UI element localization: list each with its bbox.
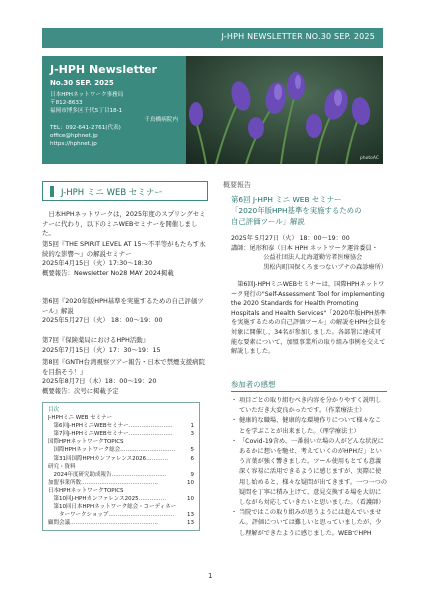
newsletter-title: J-HPH Newsletter (50, 63, 157, 76)
impressions-list (231, 396, 387, 539)
report-title (231, 194, 386, 227)
report-lecturer-2: 公益社団法人北海道勤労者医療協会 (263, 254, 363, 262)
toc-item[interactable]: 2024年度研究助成報告………………………… 9 (48, 471, 194, 478)
newsletter-topbar (42, 28, 383, 48)
section-banner (42, 181, 208, 201)
office-name: 日本HPHネットワーク事務局 (50, 92, 124, 98)
office-address: 福岡市博多区千代5丁目18-1 (50, 108, 123, 115)
left-intro (42, 210, 208, 239)
page-number: 1 (208, 572, 213, 580)
postal-code: 〒812-8633 (50, 100, 83, 107)
toc-item[interactable]: 国際HPHネットワークTOPICS (48, 439, 124, 446)
seminar-5 (42, 240, 208, 278)
toc-item[interactable]: J-HPHミニ WEB セミナー (48, 415, 113, 422)
report-lecturer: 講師：尾形和泰（日本 HPH ネットワーク運営委員・ (231, 244, 378, 252)
list-item: ・ 「Covid-19含め、一番弱い立場の人がどんな状況にあるかに想いを馳せ、考えていくのがHPHだ」という言葉が強く響きました。ツール使用もとても意義深く容易に活用できるように感じますが、実際に使用し始めると、様々な疑問が出てきます。一つ一つの疑問を丁寧に積み上げて、意見交換する場を大切にしながら対応していきたいと思いました。（看護師） (231, 437, 388, 507)
seminar-8 (42, 358, 208, 396)
seminar-7-date: 2025年7月15日（火）17：30～19：15 (42, 345, 161, 354)
seminar-5-note: 概要報告：Newsletter No28 MAY 2024掲載 (42, 268, 174, 277)
crocus-illustration (186, 56, 383, 164)
intro-text: 日本HPHネットワークは，2025年度のスプリングセミナーに代わり，以下のミニWEBセミナーを開催しました。 (42, 210, 206, 237)
office-address-2: 千鳥橋病院内 (144, 116, 178, 123)
list-item: ・ 項目ごとの取り組むべき内容を分かりやすく説明していただき大変良かったです。（作業療法士） (231, 397, 382, 415)
topbar-text: J-HPH NEWSLETTER NO.30 SEP. 2025 (221, 32, 375, 41)
newsletter-issue: No.30 SEP. 2025 (50, 79, 114, 87)
report-body-text: 第6回J-HPHミニWEBセミナーは，国際HPHネットワーク発行の"Self-Assessment Tool for implementing the 2020 Standards for Health Promoting Hospitals and Health Services"「2020年版HPH基準を実施するための自己評価ツール」の解説をHPH会員を対象に開催し，34名が参加しました。各部署に達成可能な要素について，加盟事業所の取り組み事例を交えて解説しました。 (231, 281, 387, 356)
toc-item[interactable]: 第10回日本HPHネットワーク総会・コーディネー (48, 504, 177, 511)
report-title-line-2: 「2020年版HPH基準を実施するための (231, 206, 362, 215)
seminar-6-title: 第6回『2020年版HPH基準を実施するための自己評価ツール』解説 (42, 297, 204, 315)
list-item: ・ 当院ではこの取り組みが思うようには進んでいません。評価については難しいと思っていましたが、少し理解ができたように感じました。WEBでHPH (231, 509, 382, 537)
section-title: J-HPH ミニ WEB セミナー (61, 188, 163, 198)
toc-item[interactable]: ターワークショップ……………………………… 13 (48, 512, 194, 519)
toc-item[interactable]: 日本HPHネットワークTOPICS (48, 487, 124, 494)
photo-credit: photoAC (359, 156, 379, 161)
impressions-heading: 参加者の感想 (231, 379, 387, 392)
header-info-panel (42, 56, 186, 164)
toc-item[interactable]: 顧問会議………………………………………… 13 (48, 520, 194, 527)
report-lecturer-3: 黒松内町国保くろまつないブナの森診療所） (263, 263, 387, 271)
report-date: 2025年 5月27日（火） 18：00～19：00 (231, 235, 350, 242)
office-url[interactable]: https://hphnet.jp (50, 141, 97, 148)
seminar-8-date: 2025年8月7日（木）18：00～19：20 (42, 377, 157, 385)
seminar-5-title: 第5回『THE SPIRIT LEVEL AT 15～不平等がもたらす永続的な影響～』の解説セミナー (42, 240, 206, 258)
seminar-8-note: 概要報告：次号に掲載予定 (42, 386, 119, 395)
toc-title: 目次 (48, 407, 60, 413)
seminar-7 (42, 336, 208, 355)
flower-photo (186, 56, 383, 164)
banner-accent-bar (50, 186, 54, 197)
toc-item[interactable]: 第31回国際HPHカンファレンス2026………… 6 (48, 455, 194, 462)
newsletter-header (42, 56, 383, 164)
table-of-contents (42, 402, 200, 531)
toc-item[interactable]: 加盟事業所数…………………………………… 10 (48, 479, 194, 486)
office-tel: TEL：092-641-2761(代表) (50, 124, 121, 131)
report-body (231, 280, 387, 357)
seminar-5-date: 2025年4月15日（火）17:30～18:30 (42, 259, 153, 267)
toc-item[interactable]: 第7回J-HPHミニWEBセミナー…………………… 3 (48, 431, 194, 438)
toc-item[interactable]: 国際HPHネットワーク総会………………………… 5 (48, 447, 194, 454)
report-label: 概要報告 (223, 181, 251, 189)
seminar-8-title: 第8回『GNTH台湾視察ツアー報告・日本で禁煙支援病院を目指そう！』 (42, 358, 205, 376)
seminar-7-title: 第7回『保険薬局におけるHPH活動』 (42, 336, 149, 344)
report-title-line-3: 自己評価ツール」解説 (231, 217, 305, 226)
report-title-line-1: 第6回 J-HPH ミニ WEB セミナー (231, 195, 342, 204)
toc-item[interactable]: 研究・資料 (48, 463, 76, 470)
toc-item[interactable]: 第10回J-HPHカンファレンス2025…………… 10 (48, 496, 194, 503)
report-meta (231, 234, 387, 272)
list-item: ・ 健康的な職場、健康的な環境作りについて様々なことを学ぶことが出来ました。（理学療法士） (231, 417, 382, 435)
seminar-6 (42, 297, 208, 326)
seminar-6-date: 2025年5月27日（火） 18：00～19：00 (42, 316, 163, 324)
toc-item[interactable]: 第6回J-HPHミニWEBセミナー…………………… 1 (48, 423, 194, 430)
office-email[interactable]: office@hphnet.jp (50, 133, 98, 140)
